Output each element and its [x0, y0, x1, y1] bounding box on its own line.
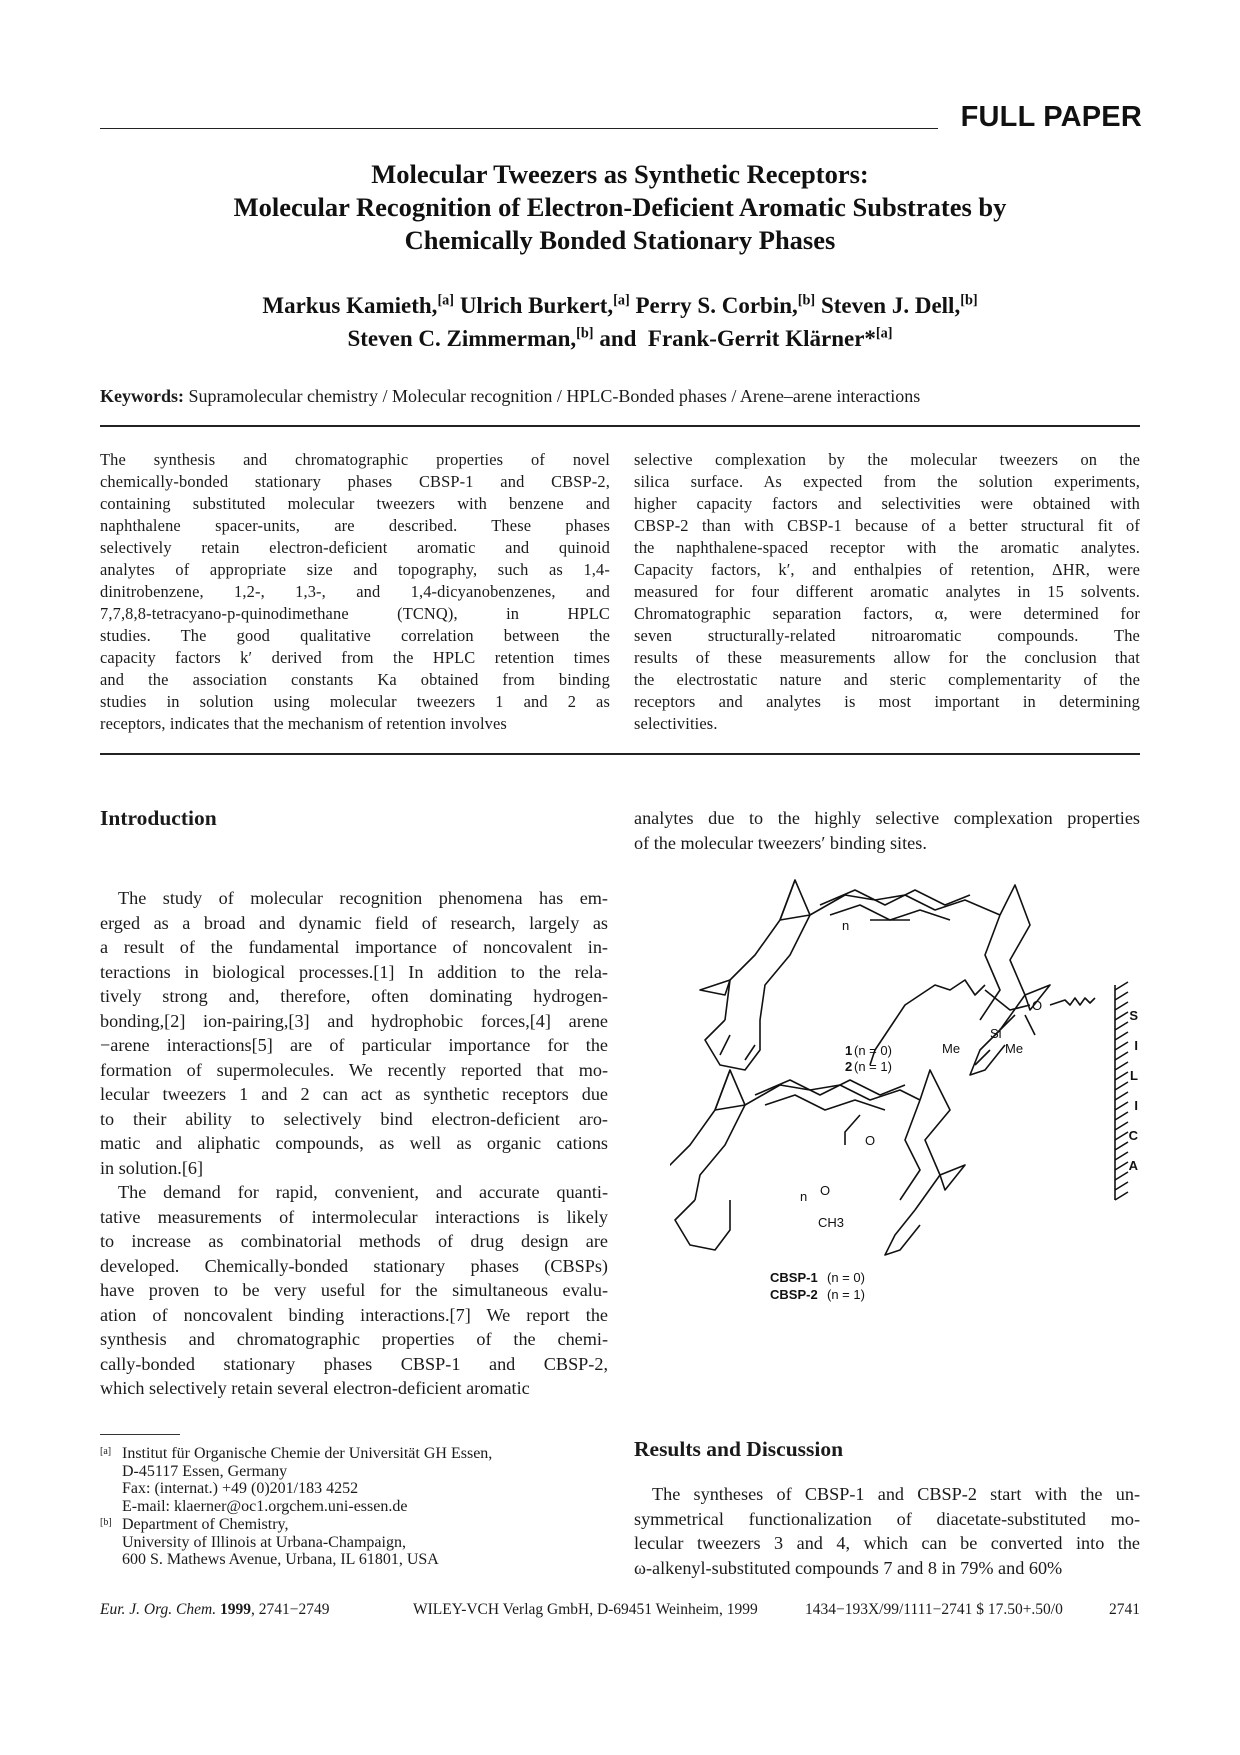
text-line: chemically-bonded stationary phases CBSP-1 and CBSP-2, — [100, 472, 610, 491]
text-line: The study of molecular recognition phenomena has em- — [118, 888, 608, 908]
text-line: receptors and analytes is most important in determining — [634, 692, 1140, 711]
text-line: and the association constants Ka obtained from binding — [100, 670, 610, 689]
abstract-left — [100, 449, 610, 735]
keywords-text: Supramolecular chemistry / Molecular recognition / HPLC-Bonded phases / Arene–arene interactions — [188, 386, 921, 406]
text-line: containing substituted molecular tweezers with benzene and — [100, 494, 610, 513]
footnote-mark: [b] — [100, 1517, 112, 1528]
compound-1-label: 1 — [845, 1043, 853, 1058]
footnote-b — [100, 1516, 600, 1569]
section-label: FULL PAPER — [960, 101, 1142, 133]
text-line: a result of the fundamental importance of noncovalent in- — [100, 937, 608, 957]
oxygen-label: O — [1032, 998, 1043, 1013]
text-line: selectively retain electron-deficient aromatic and quinoid — [100, 538, 610, 557]
publisher-line: WILEY-VCH Verlag GmbH, D-69451 Weinheim, 1999 — [413, 1601, 758, 1618]
text-line: bonding,[2] ion-pairing,[3] and hydrophobic forces,[4] arene — [100, 1010, 608, 1031]
text-line: studies. The good qualitative correlation between the — [100, 626, 610, 645]
text-line: cally-bonded stationary phases CBSP-1 and CBSP-2, — [100, 1353, 608, 1374]
text-line: ation of noncovalent binding interactions.[7] We report the — [100, 1304, 608, 1325]
text-line: matic and aliphatic compounds, as well as organic cations — [100, 1133, 608, 1153]
silica-letter: I — [1134, 1038, 1138, 1053]
methyl-right-label: Me — [1005, 1041, 1024, 1056]
footnote-line: University of Illinois at Urbana-Champaign, — [122, 1533, 406, 1551]
text-line: Chromatographic separation factors, α, were determined for — [634, 604, 1140, 623]
text-line: Capacity factors, k′, and enthalpies of retention, ΔHR, were — [634, 560, 1140, 579]
author-name: Perry S. Corbin, — [635, 293, 798, 318]
text-line: which selectively retain several electron-deficient aromatic — [100, 1378, 530, 1398]
silica-letter: S — [1129, 1008, 1138, 1023]
page-number: 2741 — [1109, 1601, 1140, 1618]
abstract-right — [634, 449, 1140, 735]
title-line: Chemically Bonded Stationary Phases — [404, 225, 836, 255]
silicon-label: Si — [990, 1026, 1002, 1041]
affiliation-mark: [a] — [437, 292, 455, 309]
journal-citation — [100, 1601, 329, 1619]
text-line: naphthalene spacer-units, are described. These phases — [100, 516, 610, 535]
cbsp1-condition: (n = 0) — [827, 1270, 865, 1285]
repeat-unit-label-cbsp: n — [800, 1189, 808, 1204]
silica-letter: L — [1130, 1068, 1138, 1083]
text-line: to increase as combinatorial methods of drug design are — [100, 1231, 608, 1251]
author-conjunction: and — [599, 326, 637, 351]
intro-paragraph-1 — [100, 886, 608, 1180]
text-line: capacity factors k′ derived from the HPLC retention times — [100, 648, 610, 667]
text-line: tively strong and, therefore, often dominating hydrogen- — [100, 986, 608, 1006]
silica-surface — [1115, 982, 1128, 1200]
cbsp-molecule — [670, 980, 1095, 1255]
paper-title — [100, 158, 1140, 257]
section-heading-introduction: Introduction — [100, 806, 217, 830]
footnote-rule — [100, 1434, 180, 1435]
text-line: formation of supermolecules. We recently reported that mo- — [100, 1059, 608, 1080]
text-line: The synthesis and chromatographic properties of novel — [100, 450, 610, 469]
text-line: of the molecular tweezers′ binding sites. — [634, 832, 927, 853]
title-line: Molecular Recognition of Electron-Deficient Aromatic Substrates by — [233, 192, 1007, 222]
intro-right-continuation — [634, 806, 1140, 855]
author-name: Ulrich Burkert, — [459, 293, 614, 318]
text-line: selectivities. — [634, 714, 718, 733]
text-line: 7,7,8,8-tetracyano-p-quinodimethane (TCNQ), in HPLC — [100, 604, 610, 623]
affiliation-mark: [a] — [613, 292, 630, 309]
oxygen-label: O — [820, 1183, 831, 1198]
author-name: Markus Kamieth, — [262, 293, 438, 318]
text-line: teractions in biological processes.[1] In addition to the rela- — [100, 961, 608, 982]
author-list — [100, 289, 1140, 355]
text-line: selective complexation by the molecular tweezers on the — [634, 450, 1140, 469]
text-line: the naphthalene-spaced receptor with the aromatic analytes. — [634, 538, 1140, 557]
silica-letter: I — [1134, 1098, 1138, 1113]
footnote-line: Institut für Organische Chemie der Universität GH Essen, — [122, 1445, 493, 1462]
repeat-unit-label: n — [842, 918, 850, 933]
text-line: dinitrobenzene, 1,2-, 1,3-, and 1,4-dicyanobenzenes, and — [100, 582, 610, 601]
cbsp1-label: CBSP-1 — [770, 1270, 818, 1285]
compound-1-condition: (n = 0) — [854, 1043, 892, 1058]
text-line: −arene interactions[5] are of particular importance for the — [100, 1035, 608, 1055]
footnote-line: Department of Chemistry, — [122, 1516, 289, 1533]
abstract-bottom-rule — [100, 753, 1140, 755]
footnote-line: Fax: (internat.) +49 (0)201/183 4252 — [122, 1480, 359, 1497]
results-paragraph — [634, 1482, 1140, 1580]
text-line: tative measurements of intermolecular interactions is likely — [100, 1206, 608, 1227]
affiliation-mark: [b] — [960, 292, 978, 309]
text-line: CBSP-2 than with CBSP-1 because of a better structural fit of — [634, 516, 1140, 535]
text-line: developed. Chemically-bonded stationary phases (CBSPs) — [100, 1255, 608, 1276]
journal-name: Eur. J. Org. Chem. — [100, 1601, 217, 1618]
affiliation-mark: [b] — [576, 325, 594, 342]
section-heading-results: Results and Discussion — [634, 1437, 844, 1461]
keywords-label: Keywords: — [100, 386, 184, 406]
footnote-line: E-mail: klaerner@oc1.orgchem.uni-essen.de — [122, 1497, 408, 1515]
footnote-a — [100, 1445, 600, 1515]
methyl-left-label: Me — [942, 1041, 961, 1056]
text-line: to their ability to selectively bind electron-deficient aro- — [100, 1108, 608, 1129]
silica-letter: C — [1128, 1128, 1138, 1143]
footnote-mark: [a] — [100, 1446, 112, 1457]
affiliation-mark: [a] — [875, 325, 893, 342]
text-line: higher capacity factors and selectivities were obtained with — [634, 494, 1140, 513]
text-line: lecular tweezers 1 and 2 can act as synthetic receptors due — [100, 1084, 608, 1104]
abstract-top-rule — [100, 425, 1140, 427]
footnote-line: D-45117 Essen, Germany — [122, 1462, 288, 1480]
journal-pages: , 2741−2749 — [250, 1601, 330, 1618]
text-line: silica surface. As expected from the solution experiments, — [634, 472, 1140, 491]
journal-year: 1999 — [219, 1601, 251, 1618]
text-line: in solution.[6] — [100, 1157, 204, 1178]
header-rule — [100, 128, 938, 129]
keywords — [100, 386, 920, 407]
text-line: the electrostatic nature and steric complementarity of the — [634, 670, 1140, 689]
author-name: Frank-Gerrit Klärner* — [647, 326, 876, 351]
text-line: synthesis and chromatographic properties of the chemi- — [100, 1329, 608, 1349]
text-line: have proven to be very useful for the simultaneous evalu- — [100, 1280, 608, 1300]
methyl-label: CH3 — [818, 1215, 845, 1230]
cbsp2-condition: (n = 1) — [827, 1287, 865, 1302]
intro-paragraph-2 — [100, 1180, 608, 1401]
text-line: analytes due to the highly selective complexation properties — [634, 808, 1140, 828]
text-line: receptors, indicates that the mechanism of retention involves — [100, 714, 507, 733]
compound-2-label: 2 — [845, 1059, 853, 1074]
issn-code: 1434−193X/99/1111−2741 $ 17.50+.50/0 — [805, 1601, 1063, 1618]
text-line: measured for four different aromatic analytes in 15 solvents. — [634, 582, 1140, 601]
text-line: analytes of appropriate size and topography, such as 1,4- — [100, 560, 610, 579]
cbsp2-label: CBSP-2 — [770, 1287, 818, 1302]
affiliation-mark: [b] — [797, 292, 816, 309]
text-line: The demand for rapid, convenient, and accurate quanti- — [118, 1182, 608, 1202]
author-name: Steven J. Dell, — [820, 293, 961, 318]
silica-letter: A — [1128, 1158, 1138, 1173]
author-name: Steven C. Zimmerman, — [347, 326, 577, 351]
oxygen-label: O — [865, 1133, 876, 1148]
text-line: results of these measurements allow for the conclusion that — [634, 648, 1140, 667]
text-line: studies in solution using molecular tweezers 1 and 2 as — [100, 692, 610, 711]
text-line: symmetrical functionalization of diacetate-substituted mo- — [634, 1508, 1140, 1529]
text-line: lecular tweezers 3 and 4, which can be converted into the — [634, 1533, 1140, 1553]
title-line: Molecular Tweezers as Synthetic Receptors: — [371, 159, 869, 189]
compound-2-condition: (n = 1) — [854, 1059, 892, 1074]
text-line: The syntheses of CBSP-1 and CBSP-2 start with the un- — [652, 1484, 1140, 1504]
text-line: seven structurally-related nitroaromatic compounds. The — [634, 626, 1140, 645]
footnote-line: 600 S. Mathews Avenue, Urbana, IL 61801, USA — [122, 1551, 439, 1568]
tweezer-structures-figure — [670, 870, 1140, 1310]
text-line: ω-alkenyl-substituted compounds 7 and 8 in 79% and 60% — [634, 1557, 1063, 1578]
text-line: erged as a broad and dynamic field of research, largely as — [100, 912, 608, 933]
